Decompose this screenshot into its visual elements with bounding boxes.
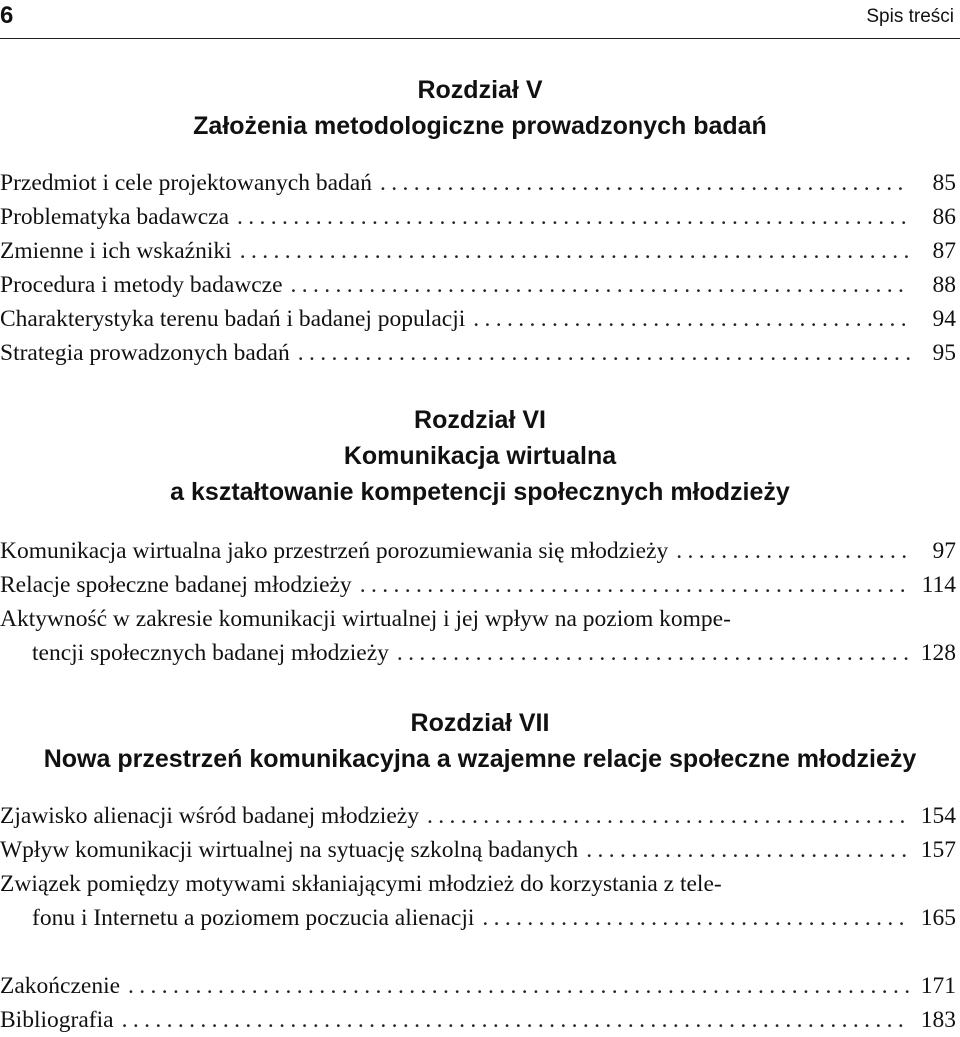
dot-leader [122,1003,910,1037]
toc-page-number: 86 [932,204,956,230]
toc-entry-title: Aktywność w zakresie komunikacji wirtualnej i jej wpływ na poziom kompe- [0,606,731,632]
toc-page-number: 171 [920,973,956,999]
toc-page-number: 97 [932,538,956,564]
toc-entry-title: Wpływ komunikacji wirtualnej na sytuację szkolną badanych [0,837,579,863]
toc-page-number: 128 [920,640,956,666]
toc-entry[interactable] [0,799,956,833]
dot-leader [360,568,910,602]
toc-entry-title: Procedura i metody badawcze [0,272,283,298]
chapter-title: Nowa przestrzeń komunikacyjna a wzajemne relacje społeczne młodzieży [43,745,917,773]
toc-entry[interactable] [0,268,956,302]
toc-entry[interactable] [0,833,956,867]
toc-entry[interactable] [0,534,956,568]
dot-leader [397,636,910,670]
toc-entry-title: Relacje społeczne badanej młodzieży [0,572,352,598]
toc-entry-title: Zakończenie [0,973,121,999]
toc-entry-title-continued: fonu i Internetu a poziomem poczucia alienacji [32,905,475,931]
toc-entry[interactable] [0,568,956,602]
toc-entry-title-continued: tencji społecznych badanej młodzieży [32,640,389,666]
toc-entry-title: Przedmiot i cele projektowanych badań [0,170,372,196]
chapter-title: Założenia metodologiczne prowadzonych badań [193,112,767,140]
toc-entry-title: Zjawisko alienacji wśród badanej młodzieży [0,803,419,829]
running-head: Spis treści [866,6,954,27]
toc-entry-title: Charakterystyka terenu badań i badanej populacji [0,306,466,332]
dot-leader [298,336,910,370]
toc-page-number: 87 [932,238,956,264]
dot-leader [482,901,910,935]
chapter-number: Rozdział VI [414,406,546,434]
toc-entry[interactable] [0,200,956,234]
toc-entry[interactable] [0,336,956,370]
toc-entry[interactable] [0,867,956,935]
toc-page-number: 114 [921,572,956,598]
toc-entry-title: Komunikacja wirtualna jako przestrzeń porozumiewania się młodzieży [0,538,669,564]
chapter-heading-vi [0,402,960,510]
toc-entry-title: Strategia prowadzonych badań [0,340,290,366]
dot-leader [237,200,910,234]
toc-page-number: 94 [932,306,956,332]
page-header [0,0,960,39]
chapter-title: Komunikacja wirtualna [343,442,617,470]
dot-leader [473,302,910,336]
dot-leader [427,799,910,833]
chapter-heading-v [0,72,960,144]
chapter-number: Rozdział V [417,76,543,104]
toc-entry[interactable] [0,302,956,336]
toc-list-chapter-vi [0,534,956,670]
dot-leader [291,268,910,302]
toc-entry[interactable] [0,602,956,670]
chapter-heading-vii [0,705,960,777]
toc-list-end-matter [0,969,956,1037]
dot-leader [240,234,910,268]
dot-leader [128,969,910,1003]
toc-entry[interactable] [0,166,956,200]
toc-entry[interactable] [0,969,956,1003]
toc-page-number: 88 [932,272,956,298]
toc-page-number: 154 [920,803,956,829]
toc-entry-title: Związek pomiędzy motywami skłaniającymi młodzież do korzystania z tele- [0,871,722,897]
toc-list-chapter-v [0,166,956,370]
toc-page-number: 95 [932,340,956,366]
page-number: 6 [0,2,14,29]
toc-list-chapter-vii [0,799,956,935]
toc-page-number: 157 [920,837,956,863]
chapter-title: a kształtowanie kompetencji społecznych młodzieży [170,478,790,506]
dot-leader [380,166,910,200]
toc-entry[interactable] [0,234,956,268]
toc-entry-title: Problematyka badawcza [0,204,230,230]
dot-leader [586,833,910,867]
toc-page-number: 85 [932,170,956,196]
dot-leader [676,534,910,568]
toc-page-number: 165 [920,905,956,931]
toc-entry-title: Bibliografia [0,1007,114,1033]
chapter-number: Rozdział VII [410,709,550,737]
toc-entry[interactable] [0,1003,956,1037]
toc-page-number: 183 [920,1007,956,1033]
toc-entry-title: Zmienne i ich wskaźniki [0,238,232,264]
